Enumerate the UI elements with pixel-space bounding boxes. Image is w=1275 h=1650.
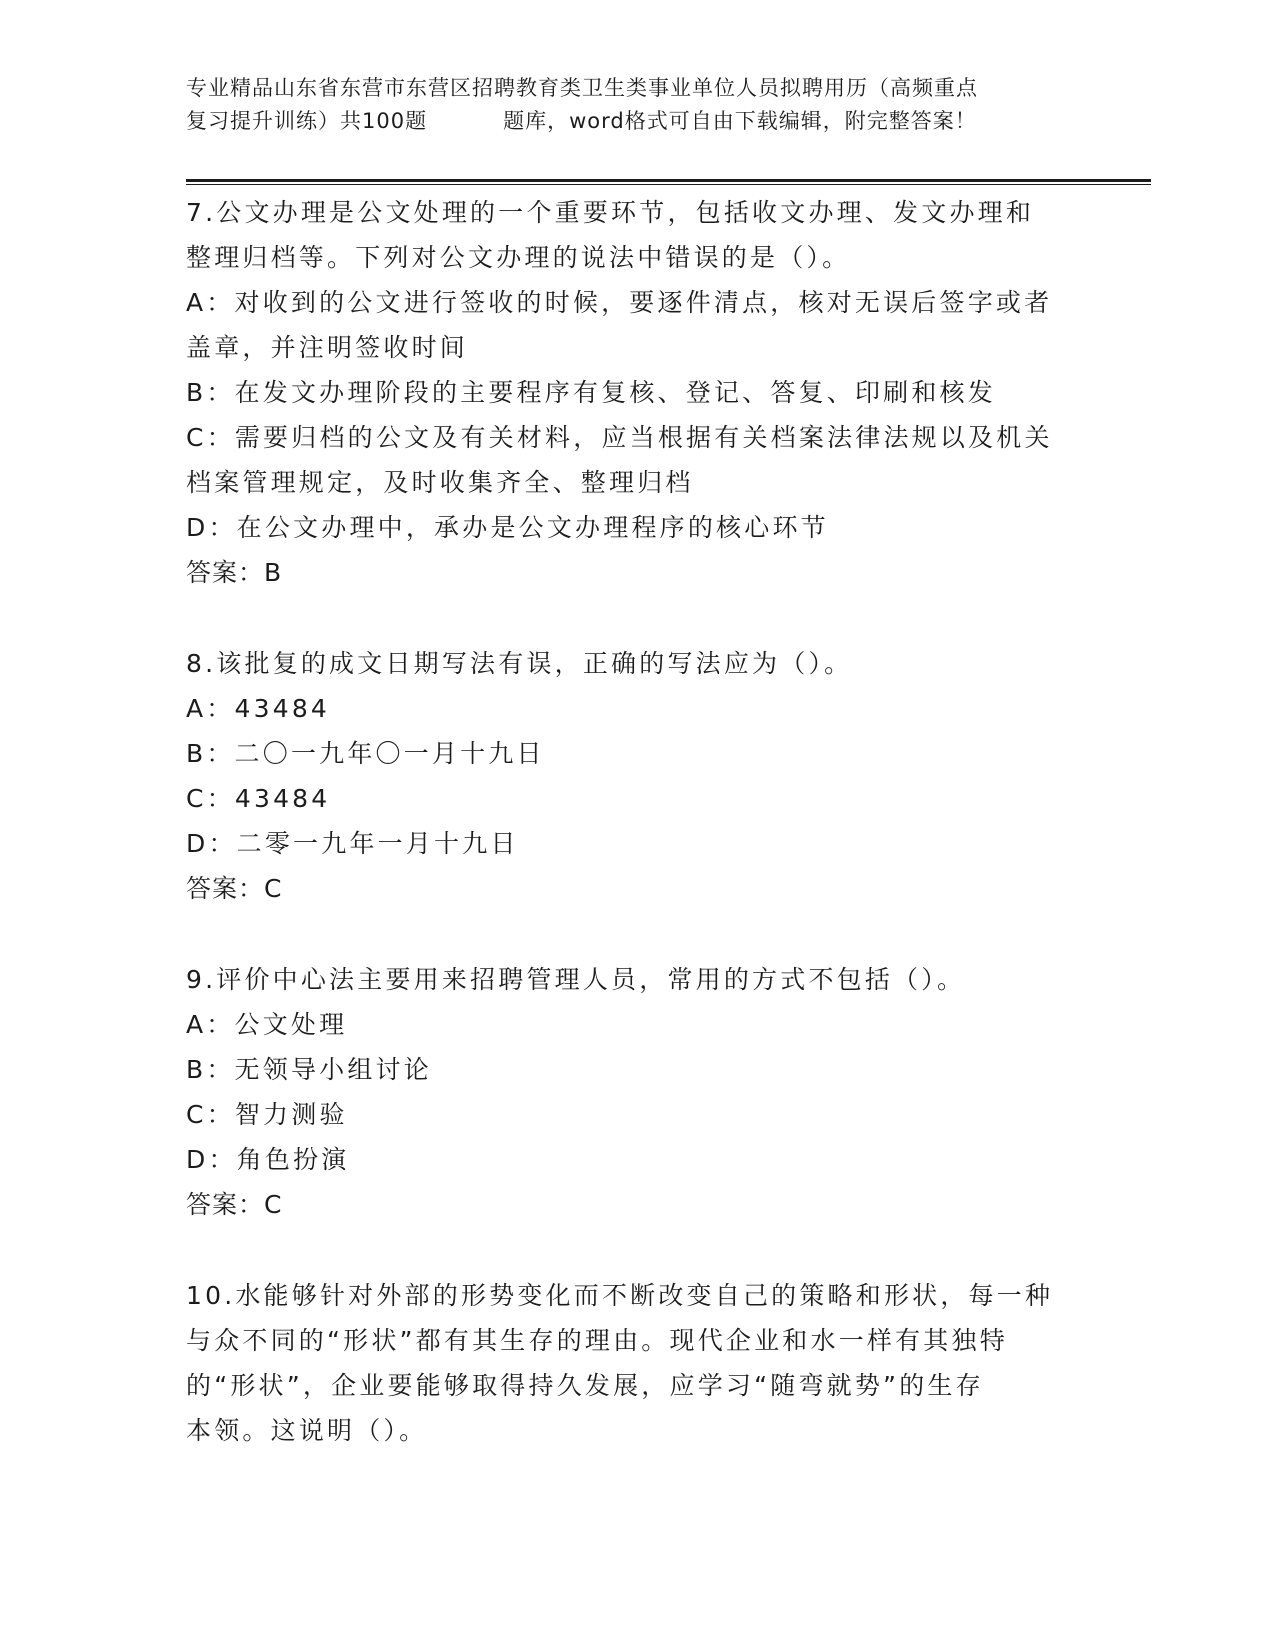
header-line-1: 专业精品山东省东营市东营区招聘教育类卫生类事业单位人员拟聘用历（高频重点 <box>186 76 978 100</box>
option-line: B：无领导小组讨论 <box>186 1055 432 1084</box>
option-line: C：43484 <box>186 784 331 813</box>
question-list <box>186 190 1086 1499</box>
option-line: B：在发文办理阶段的主要程序有复核、登记、答复、印刷和核发 <box>186 378 996 407</box>
option-line: 盖章，并注明签收时间 <box>186 333 469 362</box>
header-line-2 <box>186 105 1091 138</box>
page-header <box>186 72 1091 138</box>
option-line: C：智力测验 <box>186 1100 348 1129</box>
question-stem-line: 9.评价中心法主要用来招聘管理人员，常用的方式不包括（）。 <box>186 965 966 994</box>
question-stem-line: 7.公文办理是公文处理的一个重要环节，包括收文办理、发文办理和 <box>186 198 1035 227</box>
question-stem-line: 的“形状”，企业要能够取得持久发展，应学习“随弯就势”的生存 <box>186 1371 984 1400</box>
answer-line: 答案：C <box>186 874 283 903</box>
header-line-2-left: 复习提升训练）共100题 <box>186 109 428 133</box>
option-line: A：对收到的公文进行签收的时候，要逐件清点，核对无误后签字或者 <box>186 288 1053 317</box>
question-stem-line: 8.该批复的成文日期写法有误，正确的写法应为（）。 <box>186 649 853 678</box>
option-line: C：需要归档的公文及有关材料，应当根据有关档案法律法规以及机关 <box>186 423 1053 452</box>
header-divider-thick <box>186 179 1151 182</box>
question-item <box>186 1273 1086 1453</box>
question-stem-line: 整理归档等。下列对公文办理的说法中错误的是（）。 <box>186 243 851 272</box>
question-stem-line: 10.水能够针对外部的形势变化而不断改变自己的策略和形状，每一种 <box>186 1281 1054 1310</box>
header-divider-thin <box>186 184 1151 185</box>
option-line: A：43484 <box>186 694 331 723</box>
question-stem-line: 本领。这说明（）。 <box>186 1416 428 1445</box>
option-line: D：二零一九年一月十九日 <box>186 829 519 858</box>
header-line-2-right: 题库，word格式可自由下载编辑，附完整答案！ <box>503 109 977 133</box>
option-line: D：在公文办理中，承办是公文办理程序的核心环节 <box>186 513 829 542</box>
answer-line: 答案：B <box>186 558 283 587</box>
option-line: A：公文处理 <box>186 1010 348 1039</box>
option-line: 档案管理规定，及时收集齐全、整理归档 <box>186 468 694 497</box>
question-item <box>186 957 1086 1227</box>
option-line: B：二〇一九年〇一月十九日 <box>186 739 545 768</box>
question-item <box>186 641 1086 911</box>
question-stem-line: 与众不同的“形状”都有其生存的理由。现代企业和水一样有其独特 <box>186 1326 1008 1355</box>
answer-line: 答案：C <box>186 1190 283 1219</box>
question-item <box>186 190 1086 595</box>
option-line: D：角色扮演 <box>186 1145 350 1174</box>
